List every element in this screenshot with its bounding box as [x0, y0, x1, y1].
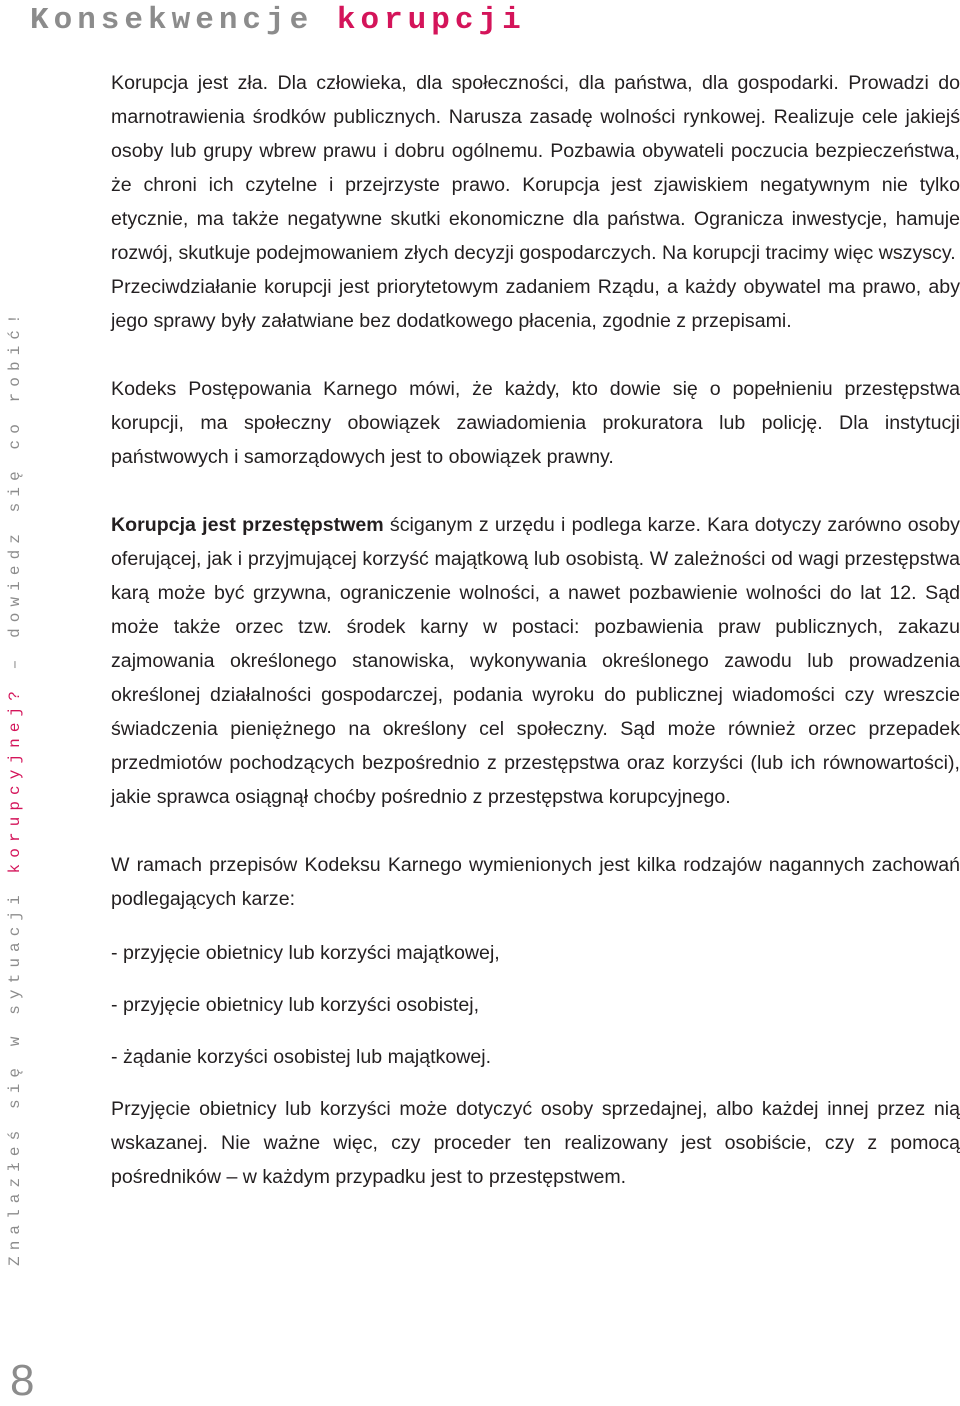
- list-item: - żądanie korzyści osobistej lub majątkowej.: [111, 1046, 492, 1068]
- page-number: 8: [10, 1356, 35, 1405]
- title-part-accent: korupcji: [336, 3, 526, 38]
- document-body: [111, 66, 960, 1194]
- paragraph-government: Przeciwdziałanie korupcji jest priorytetowym zadaniem Rządu, a każdy obywatel ma prawo, aby jego sprawy były załatwiane bez dodatkowego płacenia, zgodnie z przepisami.: [111, 276, 960, 332]
- sidebar-slogan-accent: korupcyjnej?: [6, 685, 24, 874]
- list-item: - przyjęcie obietnicy lub korzyści osobistej,: [111, 994, 480, 1016]
- sidebar-slogan-part3: – dowiedz się co robić!: [6, 308, 24, 686]
- sidebar-slogan-part1: Znalazłeś się w sytuacji: [6, 873, 24, 1266]
- paragraph-penalties-text: ściganym z urzędu i podlega karze. Kara dotyczy zarówno osoby oferującej, jak i przyjmującej korzyść majątkową lub osobistą. W zależności od wagi przestępstwa karą może być grzywna, ograniczenie wolności, a nawet pozbawienie wolności do lat 12. Sąd może także orzec tzw. środek karny w postaci: pozbawienia praw publicznych, zakazu zajmowania określonego stanowiska, wykonywania określonego zawodu lub prowadzenia określonej działalności gospodarczej, podania wyroku do publicznej wiadomości czy wreszcie świadczenia pieniężnego na określony cel społeczny. Sąd może również orzec przepadek przedmiotów pochodzących bezpośrednio z przestępstwa oraz korzyści (lub ich równowartości), jakie sprawca osiągnął choćby pośrednio z przestępstwa korupcyjnego.: [111, 514, 960, 808]
- paragraph-behaviours: W ramach przepisów Kodeksu Karnego wymienionych jest kilka rodzajów nagannych zachowań podlegających karze:: [111, 854, 960, 910]
- page-title: [30, 2, 526, 40]
- title-part-gray: Konsekwencje: [30, 3, 314, 38]
- sidebar-vertical-slogan: [6, 308, 24, 1266]
- paragraph-intro: Korupcja jest zła. Dla człowieka, dla społeczności, dla państwa, dla gospodarki. Prowadzi do marnotrawienia środków publicznych. Narusza zasadę wolności rynkowej. Realizuje cele jakiejś osoby lub grupy wbrew prawu i dobru ogólnemu. Pozbawia obywateli poczucia bezpieczeństwa, że chroni ich czytelne i przejrzyste prawo. Korupcja jest zjawiskiem negatywnym nie tylko etycznie, ma także negatywne skutki ekonomiczne dla państwa. Ogranicza inwestycje, hamuje rozwój, skutkuje podejmowaniem złych decyzji gospodarczych. Na korupcji tracimy więc wszyscy.: [111, 72, 960, 264]
- paragraph-closing: Przyjęcie obietnicy lub korzyści może dotyczyć osoby sprzedajnej, albo każdej innej przez nią wskazanej. Nie ważne więc, czy proceder ten realizowany jest osobiście, czy z pomocą pośredników – w każdym przypadku jest to przestępstwem.: [111, 1098, 960, 1188]
- paragraph-penalties: [111, 508, 960, 814]
- list-item: - przyjęcie obietnicy lub korzyści majątkowej,: [111, 942, 500, 964]
- paragraph-penalties-bold: Korupcja jest przestępstwem: [111, 514, 384, 536]
- paragraph-kpk: Kodeks Postępowania Karnego mówi, że każdy, kto dowie się o popełnieniu przestępstwa korupcji, ma społeczny obowiązek zawiadomienia prokuratora lub policję. Dla instytucji państwowych i samorządowych jest to obowiązek prawny.: [111, 378, 960, 468]
